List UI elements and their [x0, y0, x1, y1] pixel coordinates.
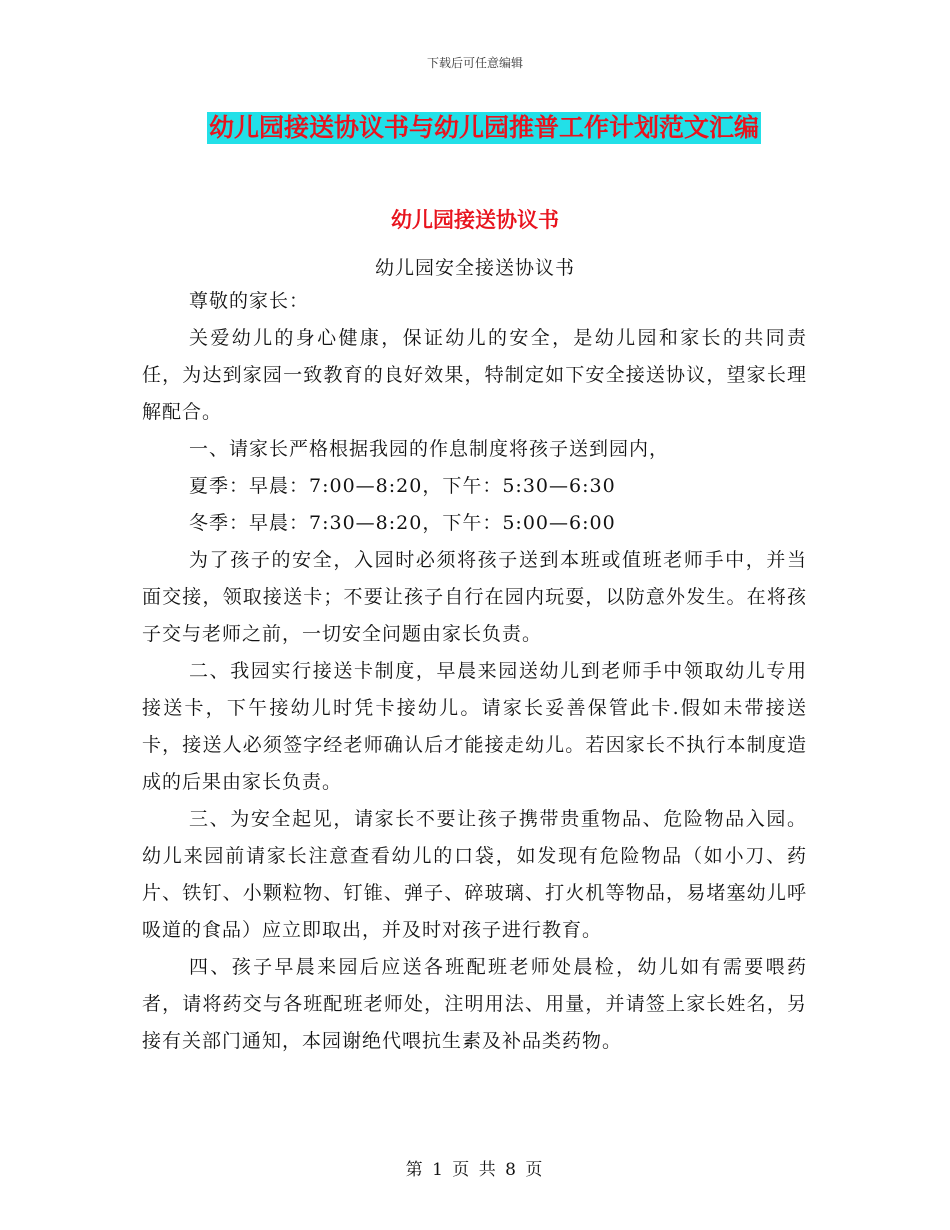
section-title: 幼儿园接送协议书 [391, 207, 559, 232]
paragraph-handover: 为了孩子的安全，入园时必须将孩子送到本班或值班老师手中，并当面交接，领取接送卡；不要让孩子自行在园内玩耍，以防意外发生。在将孩子交与老师之前，一切安全问题由家长负责。 [142, 549, 807, 645]
salutation: 尊敬的家长： [189, 290, 310, 312]
sub-title: 幼儿园安全接送协议书 [374, 257, 575, 279]
paragraph-rule-4: 四、孩子早晨来园后应送各班配班老师处晨检，幼儿如有需要喂药者，请将药交与各班配班老师处，注明用法、用量，并请签上家长姓名，另接有关部门通知，本园谢绝代喂抗生素及补品类药物。 [142, 956, 807, 1052]
document-main-title: 幼儿园接送协议书与幼儿园推普工作计划范文汇编 [209, 113, 760, 142]
paragraph-rule-1: 一、请家长严格根据我园的作息制度将孩子送到园内， [189, 438, 670, 460]
schedule-winter: 冬季：早晨：7:30—8:20，下午：5:00—6:00 [189, 512, 616, 534]
page-number: 第 1 页 共 8 页 [405, 1160, 545, 1180]
schedule-summer: 夏季：早晨：7:00—8:20，下午：5:30—6:30 [189, 475, 616, 497]
header-note: 下载后可任意编辑 [426, 56, 523, 70]
document-body [142, 283, 807, 1060]
paragraph-rule-3: 三、为安全起见，请家长不要让孩子携带贵重物品、危险物品入园。幼儿来园前请家长注意查看幼儿的口袋，如发现有危险物品（如小刀、药片、铁钉、小颗粒物、钉锥、弹子、碎玻璃、打火机等物品，易堵塞幼儿呼吸道的食品）应立即取出，并及时对孩子进行教育。 [142, 808, 807, 941]
paragraph-intro: 关爱幼儿的身心健康，保证幼儿的安全，是幼儿园和家长的共同责任，为达到家园一致教育的良好效果，特制定如下安全接送协议，望家长理解配合。 [142, 327, 807, 423]
paragraph-rule-2: 二、我园实行接送卡制度，早晨来园送幼儿到老师手中领取幼儿专用接送卡，下午接幼儿时凭卡接幼儿。请家长妥善保管此卡.假如未带接送卡，接送人必须签字经老师确认后才能接走幼儿。若因家长不执行本制度造成的后果由家长负责。 [142, 660, 807, 793]
